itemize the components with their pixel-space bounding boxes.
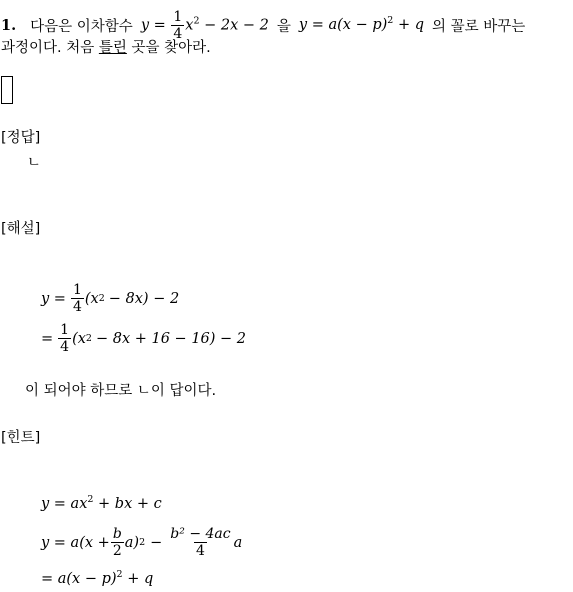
- problem-number: 1.: [1, 16, 17, 34]
- solution-conclusion: 이 되어야 하므로 ㄴ이 답이다.: [25, 383, 217, 399]
- fraction-quarter: $\frac{1}{4}$: [173, 8, 183, 42]
- solution-heading: [해설]: [1, 221, 41, 237]
- hint-equation-3: = $a(x - p)^2 + q$: [41, 569, 154, 587]
- solution-equation-2: = $\frac{1}{4}$ (x 2 − 8x + 16 − 16) − 2: [41, 322, 247, 355]
- problem-text-a: 다음은 이차함수: [30, 18, 133, 35]
- solution-equation-1: y = $\frac{1}{4}$ (x 2 − 8x) − 2: [41, 282, 180, 315]
- hint-equation-1: $y = ax^2$ + bx + c: [41, 494, 162, 512]
- answer-heading: [정답]: [1, 130, 41, 146]
- answer-box[interactable]: [1, 76, 13, 104]
- answer-value: ㄴ: [27, 155, 42, 171]
- problem-equation-2: $y = a(x - p)^2 + q$: [298, 15, 424, 33]
- hint-equation-2: y = a(x + $\frac{b}{2}$ a) 2 − $\frac{\text{b² − 4ac}}{4}$ a: [41, 526, 243, 559]
- underlined-word: 틀린: [98, 40, 127, 56]
- hint-heading: [힌트]: [1, 430, 41, 446]
- problem-equation-1: y = $\frac{1}{4}$ $x^2 - 2x - 2$: [140, 8, 269, 42]
- problem-text-b: 을: [276, 18, 291, 35]
- problem-text-c: 의 꼴로 바꾸는: [431, 18, 526, 35]
- problem-line-2: 과정이다. 처음 틀린 곳을 찾아라.: [1, 40, 211, 56]
